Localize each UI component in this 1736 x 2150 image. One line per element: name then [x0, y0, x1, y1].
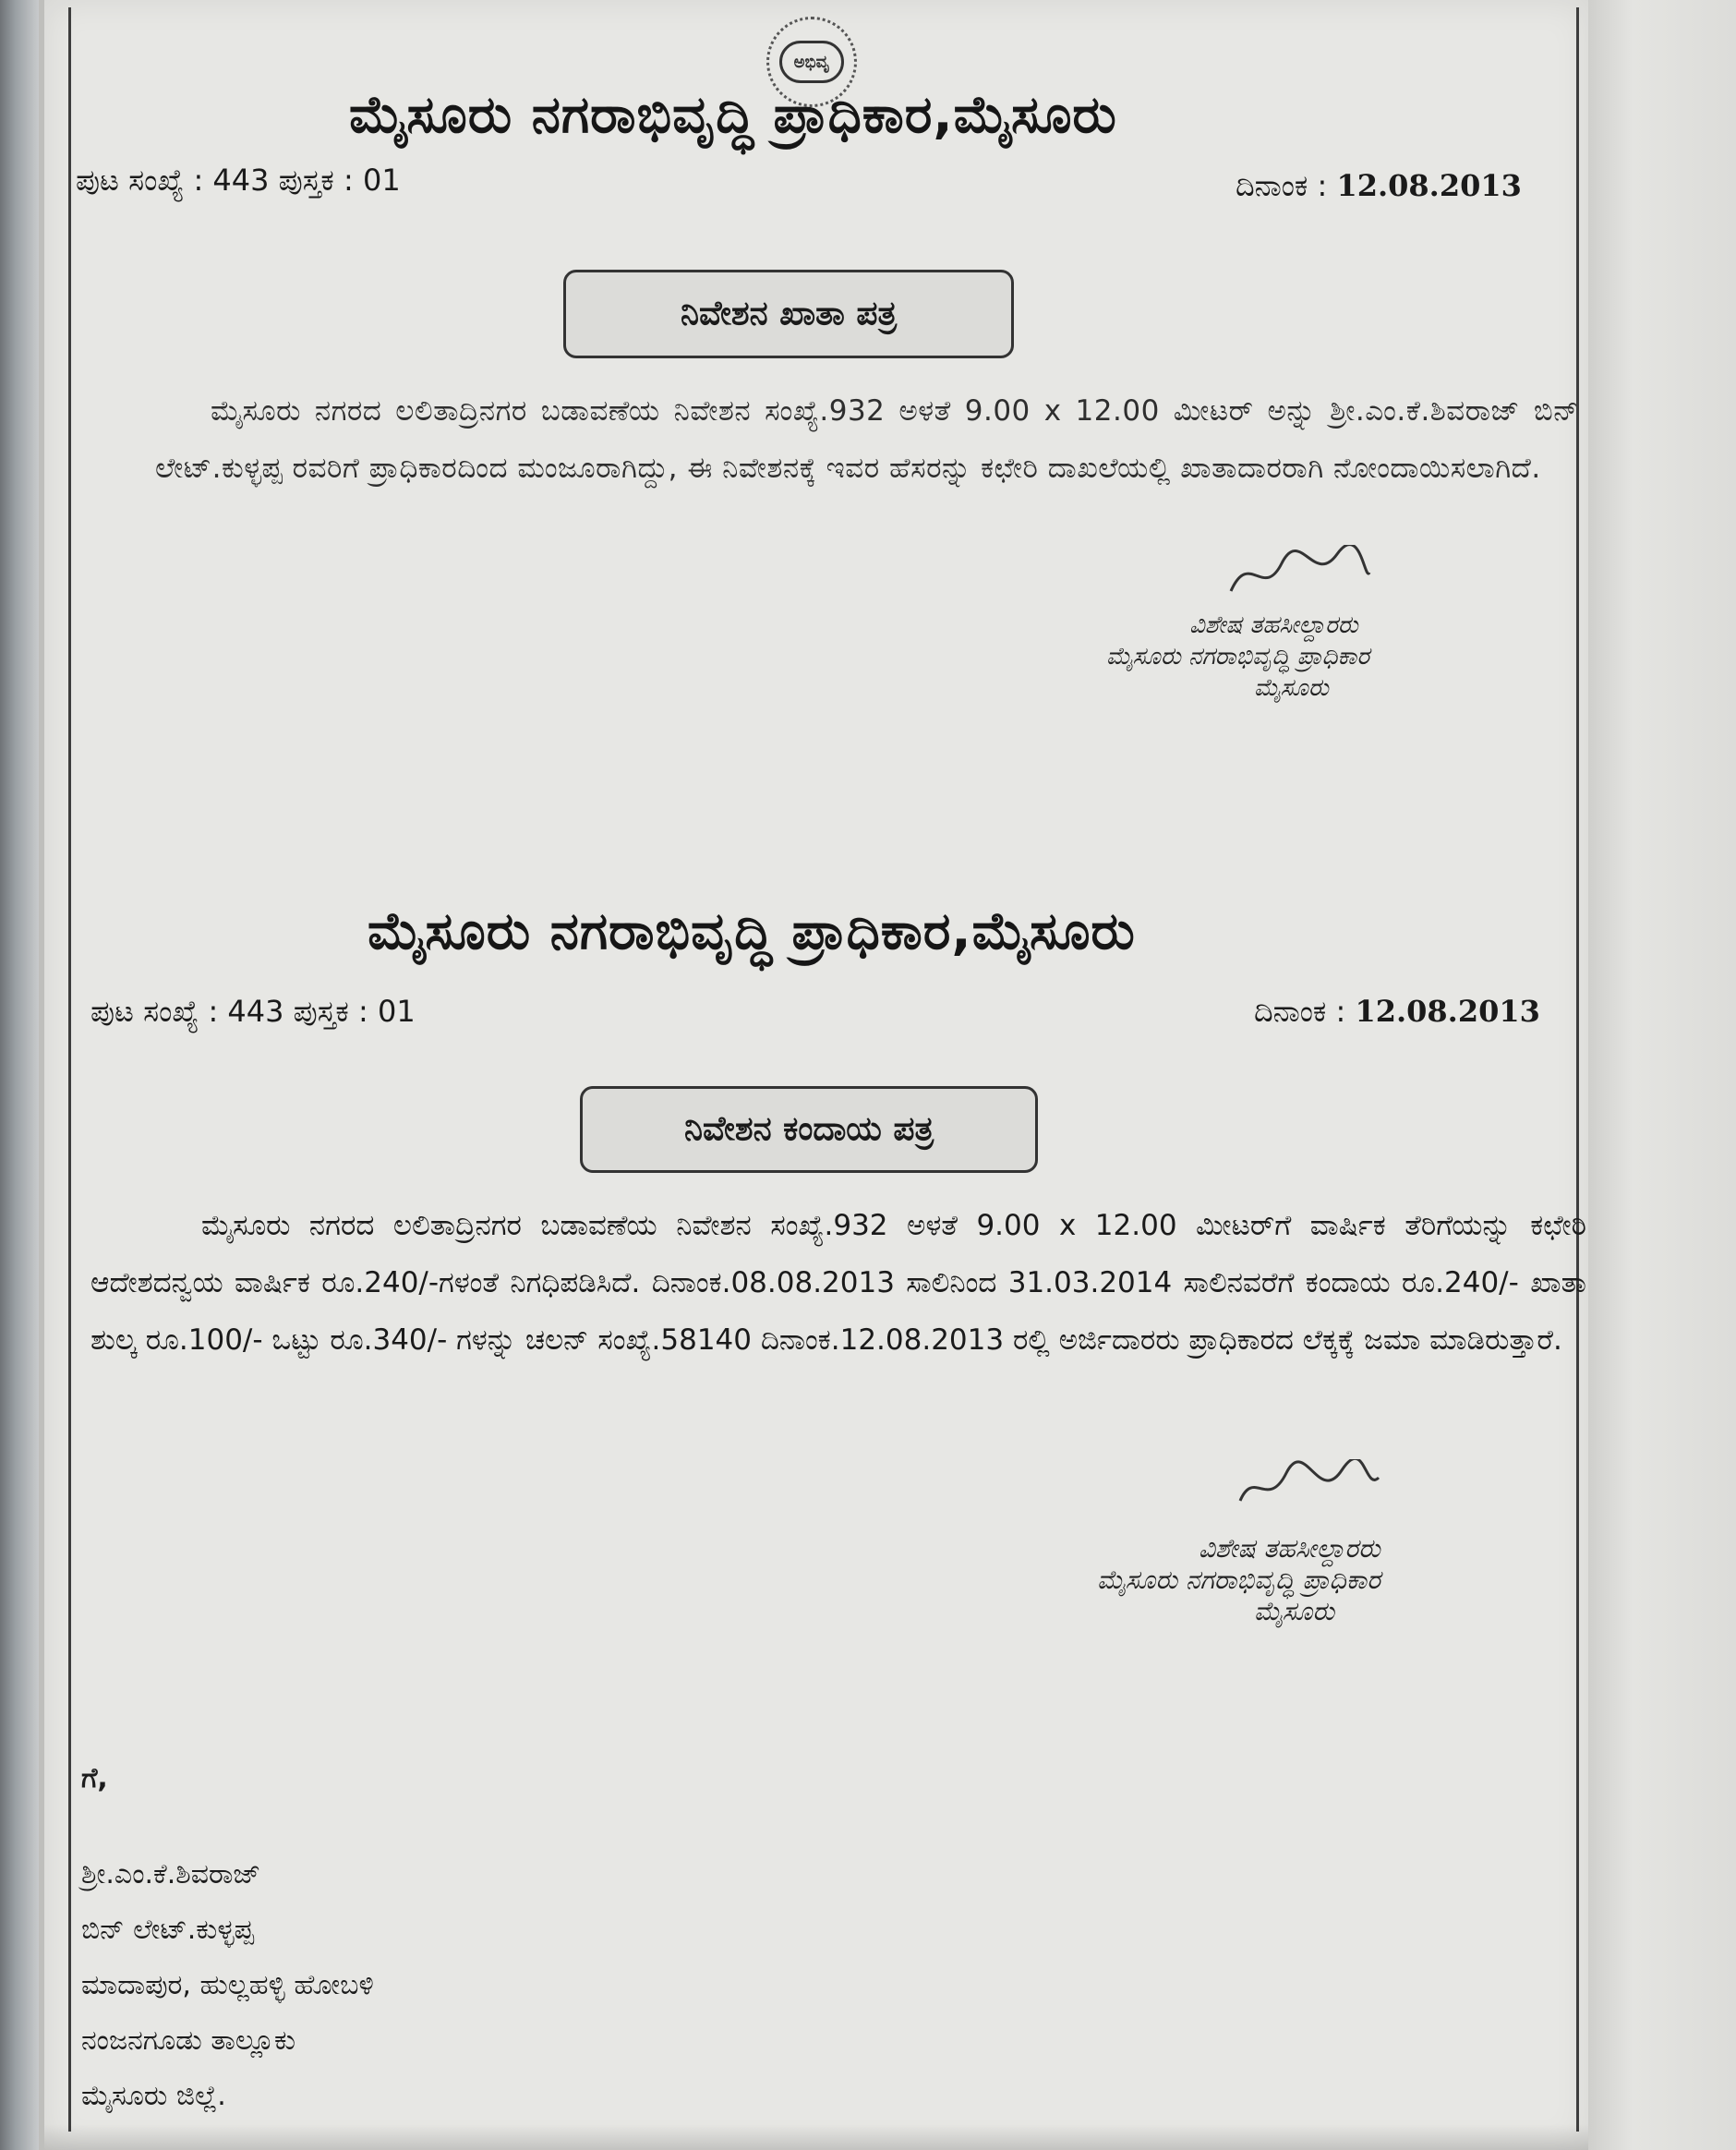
- book-number: 01: [362, 163, 401, 198]
- page-label: ಪುಟ ಸಂಖ್ಯೆ :: [76, 163, 213, 198]
- recipient-line: ಮಾದಾಪುರ, ಹುಲ್ಲಹಳ್ಳಿ ಹೋಬಳಿ: [81, 1969, 374, 2001]
- notice2-heading: ನಿವೇಶನ ಕಂದಾಯ ಪತ್ರ: [580, 1086, 1038, 1173]
- signature-line-3: ಮೈಸೂರು: [1254, 674, 1329, 702]
- notice2-body: ಮೈಸೂರು ನಗರದ ಲಲಿತಾದ್ರಿನಗರ ಬಡಾವಣೆಯ ನಿವೇಶನ ಸಂಖ್ಯೆ.932 ಅಳತೆ 9.00 x 12.00 ಮೀಟರ್‌ಗೆ ವಾರ್ಷಿಕ ತೆರಿಗೆಯನ್ನು ಕಛೇರಿ ಆದೇಶದನ್ವಯ ವಾರ್ಷಿಕ ರೂ.240/-ಗಳಂತೆ ನಿಗಧಿಪಡಿಸಿದೆ. ದಿನಾಂಕ.08.08.2013 ಸಾಲಿನಿಂದ 31.03.2014 ಸಾಲಿನವರೆಗೆ ಕಂದಾಯ ರೂ.240/- ಖಾತಾ ಶುಲ್ಕ ರೂ.100/- ಒಟ್ಟು ರೂ.340/- ಗಳನ್ನು ಚಲನ್ ಸಂಖ್ಯೆ.58140 ದಿನಾಂಕ.12.08.2013 ರಲ್ಲಿ ಅರ್ಜಿದಾರರು ಪ್ರಾಧಿಕಾರದ ಲೆಕ್ಕಕ್ಕೆ ಜಮಾ ಮಾಡಿರುತ್ತಾರೆ.: [90, 1209, 1586, 1357]
- page-bottom-shadow: [44, 2124, 1588, 2150]
- page-number: 443: [227, 994, 284, 1029]
- notice2-signature-stamp: [1097, 1533, 1380, 1627]
- signature-line-1: ವಿಶೇಷ ತಹಸೀಲ್ದಾರರು: [1199, 1533, 1380, 1564]
- book-label: ಪುಸ್ತಕ :: [283, 994, 378, 1029]
- notice1-signature-stamp: [1106, 610, 1370, 704]
- date-label: ದಿನಾಂಕ :: [1236, 168, 1337, 203]
- date-value: 12.08.2013: [1355, 994, 1540, 1029]
- signature-line-2: ಮೈಸೂರು ನಗರಾಭಿವೃದ್ಧಿ ಪ್ರಾಧಿಕಾರ: [1106, 643, 1370, 670]
- document-sheet: [44, 0, 1588, 2150]
- recipient-line: ಬಿನ್ ಲೇಟ್.ಕುಳ್ಳಪ್ಪ: [81, 1914, 255, 1946]
- date-value: 12.08.2013: [1336, 168, 1522, 203]
- book-binding: [0, 0, 39, 2150]
- adjacent-page: [1588, 0, 1736, 2150]
- book-number: 01: [377, 994, 416, 1029]
- recipient-line: ಮೈಸೂರು ಜಿಲ್ಲೆ.: [81, 2080, 226, 2112]
- signature-line-2: ಮೈಸೂರು ನಗರಾಭಿವೃದ್ಧಿ ಪ್ರಾಧಿಕಾರ: [1097, 1564, 1380, 1595]
- seal-emblem-text: ಅಭಿವೃ: [779, 41, 844, 83]
- signature-line-3: ಮೈಸೂರು: [1254, 1596, 1335, 1626]
- recipient-salutation: ಗೆ,: [81, 1762, 108, 1794]
- page-number: 443: [212, 163, 270, 198]
- notice1-date: [1236, 168, 1522, 204]
- notice2-title: ಮೈಸೂರು ನಗರಾಭಿವೃದ್ಧಿ ಪ್ರಾಧಿಕಾರ,ಮೈಸೂರು: [368, 901, 1136, 961]
- signature-scribble-icon: [1226, 545, 1374, 600]
- notice1-reference: [76, 163, 401, 199]
- notice2-date: [1254, 994, 1540, 1030]
- notice1-heading: ನಿವೇಶನ ಖಾತಾ ಪತ್ರ: [563, 270, 1014, 358]
- recipient-line: ನಂಜನಗೂಡು ತಾಲ್ಲೂಕು: [81, 2024, 296, 2057]
- signature-line-1: ವಿಶೇಷ ತಹಸೀಲ್ದಾರರು: [1189, 611, 1358, 639]
- date-label: ದಿನಾಂಕ :: [1254, 994, 1356, 1029]
- notice1-body: ಮೈಸೂರು ನಗರದ ಲಲಿತಾದ್ರಿನಗರ ಬಡಾವಣೆಯ ನಿವೇಶನ ಸಂಖ್ಯೆ.932 ಅಳತೆ 9.00 x 12.00 ಮೀಟರ್ ಅನ್ನು ಶ್ರೀ.ಎಂ.ಕೆ.ಶಿವರಾಜ್ ಬಿನ್ ಲೇಟ್.ಕುಳ್ಳಪ್ಪ ರವರಿಗೆ ಪ್ರಾಧಿಕಾರದಿಂದ ಮಂಜೂರಾಗಿದ್ದು, ಈ ನಿವೇಶನಕ್ಕೆ ಇವರ ಹೆಸರನ್ನು ಕಛೇರಿ ದಾಖಲೆಯಲ್ಲಿ ಖಾತಾದಾರರಾಗಿ ನೋಂದಾಯಿಸಲಾಗಿದೆ.: [155, 394, 1579, 485]
- recipient-line: ಶ್ರೀ.ಎಂ.ಕೆ.ಶಿವರಾಜ್: [81, 1858, 261, 1890]
- notice2-reference: [90, 994, 416, 1030]
- page-label: ಪುಟ ಸಂಖ್ಯೆ :: [90, 994, 228, 1029]
- signature-scribble-icon: [1236, 1459, 1383, 1515]
- book-label: ಪುಸ್ತಕ :: [269, 163, 363, 198]
- notice1-title: ಮೈಸೂರು ನಗರಾಭಿವೃದ್ಧಿ ಪ್ರಾಧಿಕಾರ,ಮೈಸೂರು: [349, 85, 1117, 145]
